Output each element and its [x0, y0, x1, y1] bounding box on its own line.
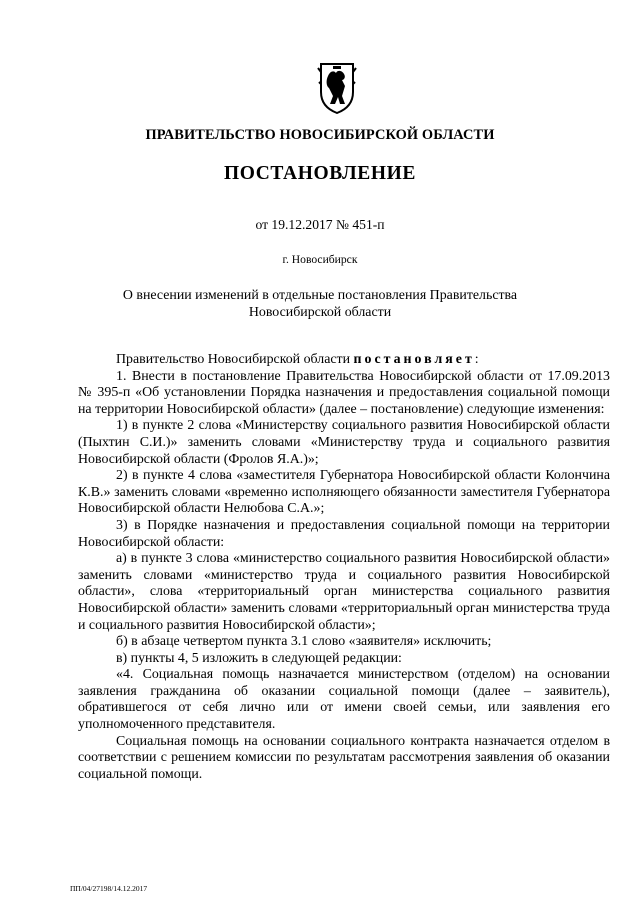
organization-name: ПРАВИТЕЛЬСТВО НОВОСИБИРСКОЙ ОБЛАСТИ — [145, 127, 495, 143]
body-paragraph: 3) в Порядке назначения и предоставления социальной помощи на территории Новосибирской области: — [78, 517, 610, 550]
document-city: г. Новосибирск — [282, 253, 358, 266]
document-body — [78, 352, 610, 783]
body-paragraph: Социальная помощь на основании социального контракта назначается отделом в соответствии с решением комиссии по результатам рассмотрения заявления об оказании социальной помощи. — [78, 733, 610, 782]
footer-code: ПП/04/27198/14.12.2017 — [70, 884, 148, 893]
body-paragraph: 1. Внести в постановление Правительства Новосибирской области от 17.09.2013 № 395-п «Об установлении Порядка назначения и предоставления социальной помощи на территории Новосибирской области» (далее – постановление) следующие изменения: — [78, 368, 610, 417]
document-type: ПОСТАНОВЛЕНИЕ — [223, 163, 417, 184]
coat-of-arms-icon — [315, 62, 359, 114]
body-paragraph: 1) в пункте 2 слова «Министерству социального развития Новосибирской области (Пыхтин С.И.)» заменить словами «Министерству труда и социального развития Новосибирской области (Фролов Я.А.)»; — [78, 418, 610, 467]
intro-keyword: постановляет — [353, 352, 475, 367]
document-date-number: от 19.12.2017 № 451-п — [255, 217, 385, 232]
body-paragraph: «4. Социальная помощь назначается министерством (отделом) на основании заявления гражданина об оказании социальной помощи (далее – заявитель), обратившегося от себя лично или от имени своей семьи, или заявления его уполномоченного представителя. — [78, 667, 610, 733]
body-paragraph: 2) в пункте 4 слова «заместителя Губернатора Новосибирской области Колончина К.В.» заменить словами «временно исполняющего обязанности заместителя Губернатора Новосибирской области Нелюбова С.А.»; — [78, 468, 610, 517]
intro-lead: Правительство Новосибирской области — [116, 352, 354, 367]
body-paragraph: б) в абзаце четвертом пункта 3.1 слово «заявителя» исключить; — [116, 634, 492, 650]
body-paragraph: в) пункты 4, 5 изложить в следующей редакции: — [116, 650, 402, 666]
intro-paragraph — [78, 352, 610, 369]
document-subject: О внесении изменений в отдельные постановления Правительства Новосибирской области — [122, 288, 518, 320]
intro-tail: : — [474, 352, 479, 367]
body-paragraph: а) в пункте 3 слова «министерство социального развития Новосибирской области» заменить словами «министерство труда и социального развития Новосибирской области», слова «территориальный орган министерства социального развития Новосибирской области» заменить словами «территориальный орган министерства труда и социального развития Новосибирской области»; — [78, 551, 610, 633]
